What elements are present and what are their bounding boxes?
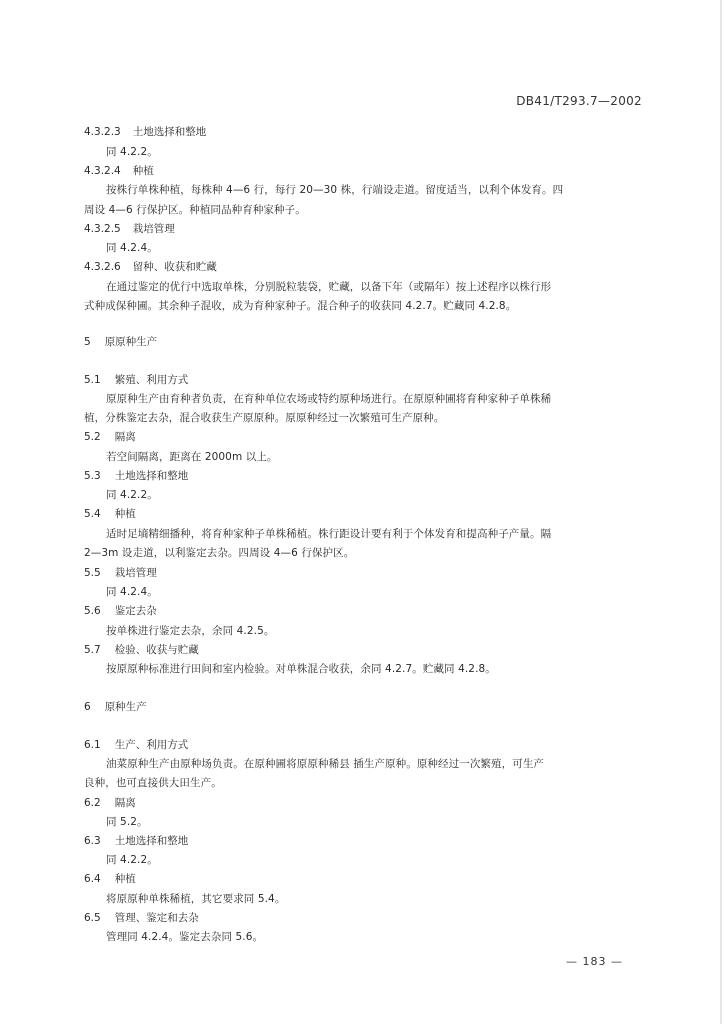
paragraph-line: 按原原种标准进行田间和室内检验。对单株混合收获，余同 4.2.7。贮藏同 4.2.8。	[106, 663, 496, 675]
heading-5	[84, 335, 157, 349]
section-title: 土地选择和整地	[132, 126, 207, 138]
section-title: 隔离	[114, 797, 136, 809]
section-number: 4.3.2.6	[84, 261, 121, 273]
heading-4-3-2-5	[84, 222, 175, 236]
section-number: 4.3.2.5	[84, 223, 121, 235]
heading-5-2	[84, 430, 136, 444]
paragraph-line: 按单株进行鉴定去杂，余同 4.2.5。	[106, 625, 275, 637]
heading-5-1	[84, 373, 188, 387]
paragraph-line: 同 4.2.2。	[106, 489, 158, 501]
section-number: 6.4	[84, 873, 101, 885]
section-number: 4.3.2.4	[84, 165, 121, 177]
paragraph-line: 将原原种单株稀植，其它要求同 5.4。	[106, 893, 286, 905]
section-number: 5.6	[84, 605, 101, 617]
section-title: 土地选择和整地	[114, 835, 189, 847]
section-title: 栽培管理	[132, 223, 175, 235]
paragraph-line: 同 4.2.2。	[106, 854, 158, 866]
paragraph-line: 管理同 4.2.4。鉴定去杂同 5.6。	[106, 931, 264, 943]
section-title: 种植	[114, 508, 136, 520]
paragraph-line: 式种成保种圃。其余种子混收，成为育种家种子。混合种子的收获同 4.2.7。贮藏同 4.2.8。	[84, 300, 517, 312]
paragraph-line: 植，分株鉴定去杂，混合收获生产原原种。原原种经过一次繁殖可生产原种。	[84, 412, 445, 424]
section-title: 留种、收获和贮藏	[132, 261, 217, 273]
heading-6-3	[84, 834, 188, 848]
paragraph-line: 同 4.2.4。	[106, 586, 158, 598]
section-number: 6.3	[84, 835, 101, 847]
section-title: 土地选择和整地	[114, 470, 189, 482]
section-title: 鉴定去杂	[114, 605, 157, 617]
section-number: 5.5	[84, 567, 101, 579]
section-number: 6.2	[84, 797, 101, 809]
section-number: 5.1	[84, 374, 101, 386]
section-number: 5.7	[84, 644, 101, 656]
paragraph-line: 2—3m 设走道，以利鉴定去杂。四周设 4—6 行保护区。	[84, 547, 355, 559]
heading-5-3	[84, 469, 188, 483]
paragraph-line: 原原种生产由育种者负责，在育种单位农场或特约原种场进行。在原原种圃将育种家种子单株稀	[106, 393, 552, 405]
paragraph-line: 同 4.2.2。	[106, 146, 158, 158]
section-title: 种植	[114, 873, 136, 885]
paragraph-line: 按株行单株种植，每株种 4—6 行，每行 20—30 株，行端设走道。留度适当，以利个体发育。四	[106, 184, 564, 196]
section-number: 5.3	[84, 470, 101, 482]
paragraph-line: 同 5.2。	[106, 816, 148, 828]
section-number: 6.5	[84, 912, 101, 924]
heading-5-6	[84, 604, 157, 618]
section-title: 生产、利用方式	[114, 739, 189, 751]
section-number: 5	[84, 336, 91, 348]
section-title: 管理、鉴定和去杂	[114, 912, 199, 924]
heading-5-4	[84, 507, 136, 521]
paragraph-line: 良种，也可直接供大田生产。	[84, 777, 222, 789]
section-number: 5.4	[84, 508, 101, 520]
scan-edge-divider	[720, 0, 722, 1024]
section-number: 5.2	[84, 431, 101, 443]
paragraph-line: 适时足墒精细播种，将育种家种子单株稀植。株行距设计要有利于个体发育和提高种子产量。隔	[106, 528, 552, 540]
paragraph-line: 油菜原种生产由原种场负责。在原种圃将原原种稀县 插生产原种。原种经过一次繁殖，可生产	[106, 758, 545, 770]
paragraph-line: 若空间隔离，距离在 2000m 以上。	[106, 451, 278, 463]
paragraph-line: 在通过鉴定的优行中选取单株，分别脱粒装袋，贮藏，以备下年（或隔年）按上述程序以株行形	[106, 281, 552, 293]
section-title: 隔离	[114, 431, 136, 443]
heading-4-3-2-3	[84, 125, 206, 139]
section-title: 原原种生产	[104, 336, 158, 348]
section-title: 检验、收获与贮藏	[114, 644, 199, 656]
paragraph-line: 同 4.2.4。	[106, 242, 158, 254]
section-title: 栽培管理	[114, 567, 157, 579]
heading-4-3-2-6	[84, 260, 217, 274]
section-title: 繁殖、利用方式	[114, 374, 189, 386]
heading-5-5	[84, 566, 157, 580]
section-number: 6.1	[84, 739, 101, 751]
heading-6	[84, 700, 147, 714]
section-number: 4.3.2.3	[84, 126, 121, 138]
section-title: 原种生产	[104, 701, 147, 713]
heading-6-5	[84, 911, 199, 925]
heading-6-2	[84, 796, 136, 810]
heading-4-3-2-4	[84, 164, 154, 178]
paragraph-line: 周设 4—6 行保护区。种植同品种育种家种子。	[84, 204, 306, 216]
standard-code: DB41/T293.7—2002	[516, 94, 642, 108]
heading-6-4	[84, 872, 136, 886]
section-number: 6	[84, 701, 91, 713]
heading-5-7	[84, 643, 199, 657]
section-title: 种植	[132, 165, 154, 177]
heading-6-1	[84, 738, 188, 752]
page-number: — 183 —	[566, 955, 623, 968]
